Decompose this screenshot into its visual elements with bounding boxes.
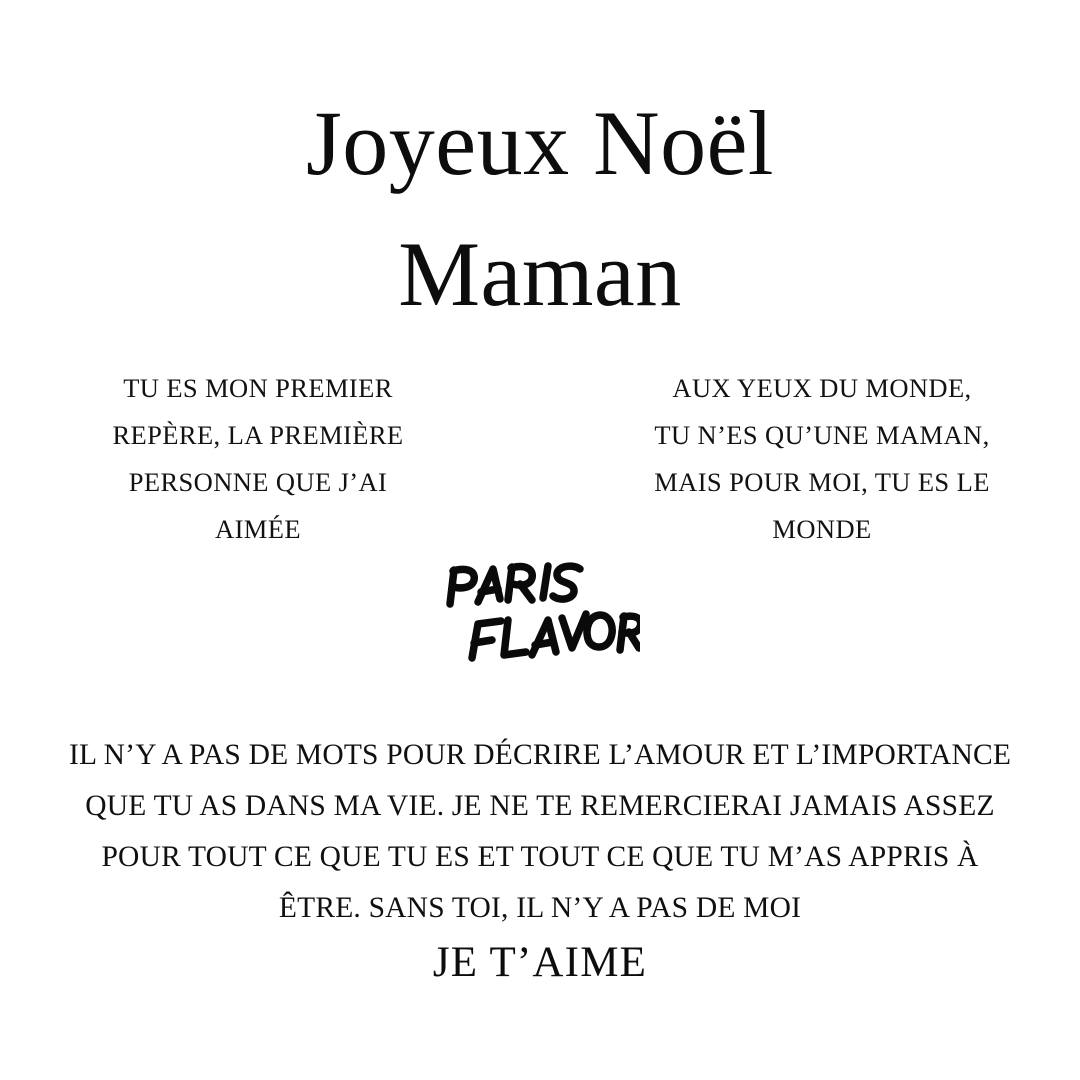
message-left-line-1: TU ES MON PREMIER bbox=[123, 373, 393, 403]
page-title bbox=[0, 78, 1080, 339]
body-line-3: POUR TOUT CE QUE TU ES ET TOUT CE QUE TU M’AS APPRIS À bbox=[101, 841, 979, 874]
message-right-line-3: MAIS POUR MOI, TU ES LE bbox=[654, 467, 990, 498]
message-left-line-2: REPÈRE, LA PREMIÈRE bbox=[112, 420, 404, 451]
body-line-2: QUE TU AS DANS MA VIE. JE NE TE REMERCIERAI JAMAIS ASSEZ bbox=[85, 790, 995, 823]
message-left-line-3: PERSONNE QUE J’AI bbox=[128, 467, 388, 498]
signoff-text: JE T’AIME bbox=[432, 939, 648, 986]
brand-wordmark bbox=[0, 558, 1080, 678]
body-message bbox=[0, 730, 1080, 934]
message-right-line-4: MONDE bbox=[772, 514, 872, 545]
handwritten-wordmark-icon bbox=[440, 558, 640, 678]
message-columns bbox=[0, 365, 1080, 554]
message-left-line-4: AIMÉE bbox=[215, 514, 301, 545]
message-column-left bbox=[68, 365, 448, 554]
body-line-4: ÊTRE. SANS TOI, IL N’Y A PAS DE MOI bbox=[278, 892, 802, 925]
page-title-line-2: Maman bbox=[398, 222, 682, 325]
message-right-line-1: AUX YEUX DU MONDE, bbox=[672, 373, 972, 403]
body-line-1: IL N’Y A PAS DE MOTS POUR DÉCRIRE L’AMOUR ET L’IMPORTANCE bbox=[68, 739, 1012, 771]
message-right-line-2: TU N’ES QU’UNE MAMAN, bbox=[654, 420, 990, 451]
message-column-right bbox=[632, 365, 1012, 554]
page-title-line-1: Joyeux Noël bbox=[306, 92, 774, 194]
